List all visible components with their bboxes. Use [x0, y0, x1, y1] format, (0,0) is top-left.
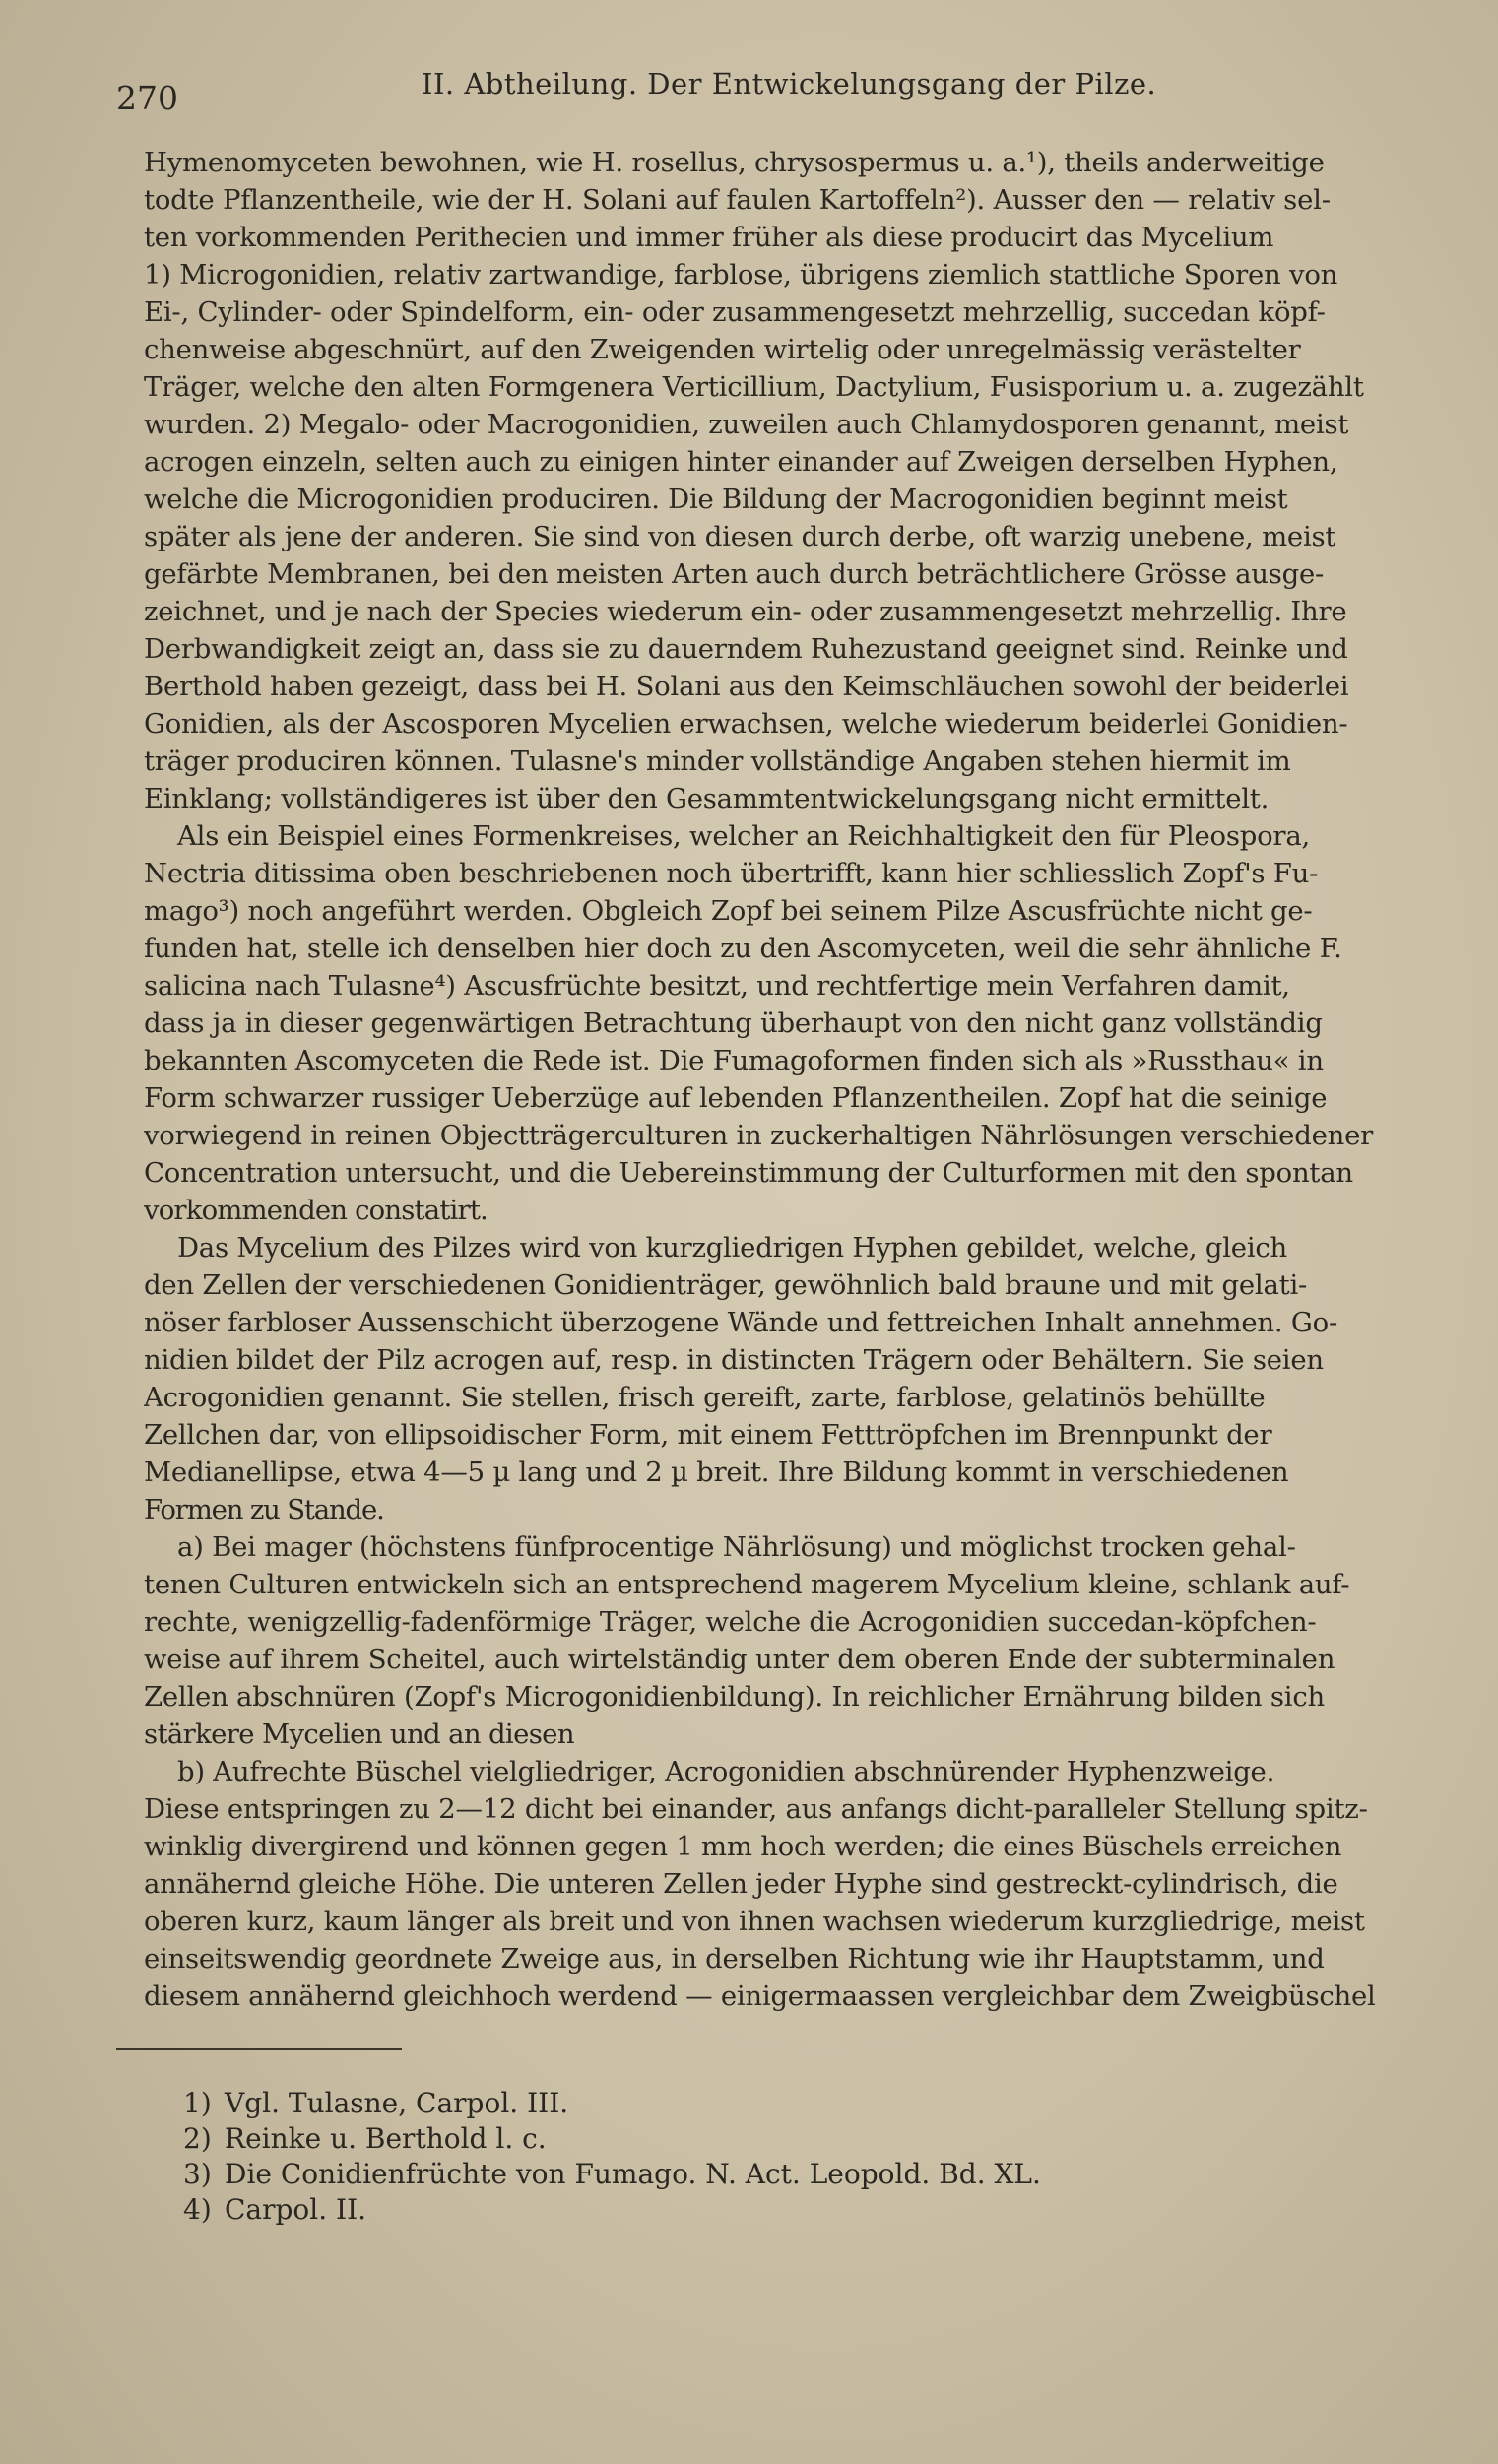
text-line: winklig divergirend und können gegen 1 mm hoch werden; die eines Büschels erreichen	[144, 1831, 1342, 1862]
text-line: stärkere Mycelien und an diesen	[144, 1718, 574, 1750]
text-line: tenen Culturen entwickeln sich an entsprechend magerem Mycelium kleine, schlank auf-	[144, 1569, 1350, 1600]
text-line: Hymenomyceten bewohnen, wie H. rosellus, chrysospermus u. a.¹), theils anderweitige	[144, 147, 1325, 178]
text-line: bekannten Ascomyceten die Rede ist. Die Fumagoformen finden sich als »Russthau« in	[144, 1045, 1324, 1076]
text-line: rechte, wenigzellig-fadenförmige Träger, welche die Acrogonidien succedan-köpfchen-	[144, 1606, 1317, 1638]
text-line: funden hat, stelle ich denselben hier doch zu den Ascomyceten, weil die sehr ähnliche F.	[144, 933, 1342, 964]
text-line: a) Bei mager (höchstens fünfprocentige Nährlösung) und möglichst trocken gehal-	[144, 1531, 1296, 1563]
text-line: den Zellen der verschiedenen Gonidienträger, gewöhnlich bald braune und mit gelati-	[144, 1269, 1308, 1301]
page-number: 270	[116, 79, 178, 117]
text-line: Concentration untersucht, und die Uebereinstimmung der Culturformen mit den spontan	[144, 1157, 1353, 1189]
footnote	[183, 2121, 1041, 2157]
text-line: Gonidien, als der Ascosporen Mycelien erwachsen, welche wiederum beiderlei Gonidien-	[144, 708, 1348, 740]
text-line: ten vorkommenden Perithecien und immer früher als diese producirt das Mycelium	[144, 222, 1274, 253]
running-head: II. Abtheilung. Der Entwickelungsgang der Pilze.	[422, 67, 1157, 100]
text-line: todte Pflanzentheile, wie der H. Solani auf faulen Kartoffeln²). Ausser den — relativ sel-	[144, 184, 1331, 216]
footnote-divider	[116, 2048, 402, 2050]
text-line: Das Mycelium des Pilzes wird von kurzgliedrigen Hyphen gebildet, welche, gleich	[144, 1232, 1288, 1264]
text-line: einseitswendig geordnete Zweige aus, in derselben Richtung wie ihr Hauptstamm, und	[144, 1943, 1325, 1975]
text-line: Derbwandigkeit zeigt an, dass sie zu dauerndem Ruhezustand geeignet sind. Reinke und	[144, 633, 1348, 665]
text-line: 1) Microgonidien, relativ zartwandige, farblose, übrigens ziemlich stattliche Sporen von	[144, 259, 1338, 291]
text-line: Formen zu Stande.	[144, 1494, 384, 1525]
text-line: gefärbte Membranen, bei den meisten Arten auch durch beträchtlichere Grösse ausge-	[144, 558, 1325, 590]
text-line: weise auf ihrem Scheitel, auch wirtelständig unter dem oberen Ende der subterminalen	[144, 1644, 1335, 1675]
text-line: salicina nach Tulasne⁴) Ascusfrüchte besitzt, und rechtfertige mein Verfahren damit,	[144, 970, 1290, 1002]
text-line: oberen kurz, kaum länger als breit und von ihnen wachsen wiederum kurzgliedrige, meist	[144, 1906, 1365, 1937]
text-line: vorwiegend in reinen Objectträgerculturen in zuckerhaltigen Nährlösungen verschiedener	[144, 1120, 1374, 1151]
footnotes	[183, 2086, 1041, 2228]
text-line: Zellchen dar, von ellipsoidischer Form, mit einem Fetttröpfchen im Brennpunkt der	[144, 1419, 1272, 1451]
text-line: Einklang; vollständigeres ist über den Gesammtentwickelungsgang nicht ermittelt.	[144, 783, 1270, 814]
text-line: zeichnet, und je nach der Species wiederum ein- oder zusammengesetzt mehrzellig. Ihre	[144, 596, 1347, 627]
text-line: Berthold haben gezeigt, dass bei H. Solani aus den Keimschläuchen sowohl der beiderlei	[144, 671, 1349, 702]
body-text	[144, 144, 1454, 2015]
text-line: Zellen abschnüren (Zopf's Microgonidienbildung). In reichlicher Ernährung bilden sich	[144, 1681, 1325, 1713]
text-line: Träger, welche den alten Formgenera Verticillium, Dactylium, Fusisporium u. a. zugezählt	[144, 371, 1364, 403]
text-line: Diese entspringen zu 2—12 dicht bei einander, aus anfangs dicht-paralleler Stellung spitz-	[144, 1793, 1368, 1825]
footnote-text: Die Conidienfrüchte von Fumago. N. Act. Leopold. Bd. XL.	[225, 2158, 1041, 2190]
text-line: chenweise abgeschnürt, auf den Zweigenden wirtelig oder unregelmässig verästelter	[144, 334, 1301, 365]
text-line: annähernd gleiche Höhe. Die unteren Zellen jeder Hyphe sind gestreckt-cylindrisch, die	[144, 1868, 1338, 1900]
text-line: vorkommenden constatirt.	[144, 1195, 488, 1226]
text-line: träger produciren können. Tulasne's minder vollständige Angaben stehen hiermit im	[144, 746, 1291, 777]
footnote-number: 3)	[183, 2158, 212, 2190]
text-line: welche die Microgonidien produciren. Die Bildung der Macrogonidien beginnt meist	[144, 484, 1288, 515]
footnote-text: Reinke u. Berthold l. c.	[225, 2122, 547, 2155]
footnote-number: 2)	[183, 2122, 212, 2155]
text-line: Acrogonidien genannt. Sie stellen, frisch gereift, zarte, farblose, gelatinös behüllte	[144, 1382, 1266, 1413]
footnote	[183, 2157, 1041, 2192]
footnote	[183, 2086, 1041, 2121]
footnote-number: 1)	[183, 2087, 212, 2119]
text-line: nidien bildet der Pilz acrogen auf, resp. in distincten Trägern oder Behältern. Sie seien	[144, 1344, 1324, 1376]
text-line: mago³) noch angeführt werden. Obgleich Zopf bei seinem Pilze Ascusfrüchte nicht ge-	[144, 895, 1313, 927]
text-line: Als ein Beispiel eines Formenkreises, welcher an Reichhaltigkeit den für Pleospora,	[144, 820, 1310, 852]
text-line: acrogen einzeln, selten auch zu einigen hinter einander auf Zweigen derselben Hyphen,	[144, 446, 1338, 478]
text-line: Ei-, Cylinder- oder Spindelform, ein- oder zusammengesetzt mehrzellig, succedan köpf-	[144, 296, 1326, 328]
footnote	[183, 2192, 1041, 2228]
text-line: Medianellipse, etwa 4—5 µ lang und 2 µ breit. Ihre Bildung kommt in verschiedenen	[144, 1457, 1289, 1488]
page-header	[116, 67, 1426, 116]
text-line: Form schwarzer russiger Ueberzüge auf lebenden Pflanzentheilen. Zopf hat die seinige	[144, 1082, 1328, 1114]
footnote-number: 4)	[183, 2193, 212, 2226]
footnote-text: Carpol. II.	[225, 2193, 367, 2226]
text-line: später als jene der anderen. Sie sind von diesen durch derbe, oft warzig unebene, meist	[144, 521, 1336, 552]
text-line: b) Aufrechte Büschel vielgliedriger, Acrogonidien abschnürender Hyphenzweige.	[144, 1756, 1275, 1787]
text-line: nöser farbloser Aussenschicht überzogene Wände und fettreichen Inhalt annehmen. Go-	[144, 1307, 1337, 1338]
footnote-text: Vgl. Tulasne, Carpol. III.	[225, 2087, 569, 2119]
text-line: diesem annähernd gleichhoch werdend — einigermaassen vergleichbar dem Zweigbüschel	[144, 1980, 1376, 2012]
text-line: wurden. 2) Megalo- oder Macrogonidien, zuweilen auch Chlamydosporen genannt, meist	[144, 409, 1349, 440]
text-line: dass ja in dieser gegenwärtigen Betrachtung überhaupt von den nicht ganz vollständig	[144, 1007, 1323, 1039]
text-line: Nectria ditissima oben beschriebenen noch übertrifft, kann hier schliesslich Zopf's Fu-	[144, 858, 1319, 889]
